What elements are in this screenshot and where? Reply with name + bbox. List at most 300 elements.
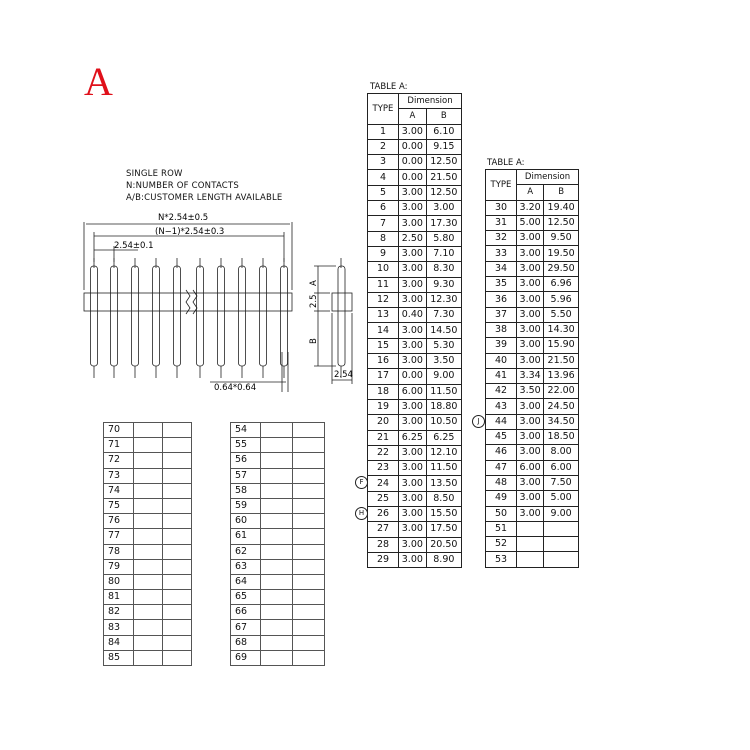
cell-a: 5.00: [517, 215, 544, 230]
cell-b: 8.00: [544, 445, 579, 460]
side-body-label: 2.5: [309, 294, 319, 308]
cell-b: 7.50: [544, 475, 579, 490]
table-row: [486, 277, 579, 292]
table-row: [486, 215, 579, 230]
cell-empty: [261, 423, 293, 438]
table-row: [368, 292, 462, 307]
cell-type: 64: [231, 574, 261, 589]
cell-empty: [261, 483, 293, 498]
table-row: [368, 262, 462, 277]
table-row: [486, 292, 579, 307]
cell-empty: [293, 574, 325, 589]
table-row: [486, 552, 579, 567]
table-row: [368, 476, 462, 491]
marker-j: J: [472, 415, 485, 428]
cell-type: 56: [231, 453, 261, 468]
cell-b: 5.30: [426, 338, 461, 353]
table-row: [231, 605, 325, 620]
table-row: [368, 246, 462, 261]
cell-empty: [162, 423, 191, 438]
table-row: [104, 590, 192, 605]
pitch-dim-text: 2.54±0.1: [114, 241, 154, 251]
cell-type: 81: [104, 590, 134, 605]
cell-type: 22: [368, 445, 399, 460]
table-row: [368, 399, 462, 414]
cell-empty: [293, 514, 325, 529]
cell-type: 32: [486, 231, 517, 246]
cell-a: 3.00: [517, 307, 544, 322]
cell-b: 12.10: [426, 445, 461, 460]
marker-h: H: [355, 507, 368, 520]
cell-a: 3.00: [517, 445, 544, 460]
cell-empty: [261, 438, 293, 453]
cell-empty: [162, 438, 191, 453]
cell-b: 13.96: [544, 368, 579, 383]
table-row: [486, 475, 579, 490]
table-row: [368, 445, 462, 460]
cell-type: 3: [368, 155, 399, 170]
cell-empty: [133, 423, 162, 438]
cell-empty: [133, 483, 162, 498]
cell-type: 16: [368, 354, 399, 369]
table-row: [231, 544, 325, 559]
cell-b: 18.80: [426, 399, 461, 414]
cell-type: 55: [231, 438, 261, 453]
cell-type: 36: [486, 292, 517, 307]
cell-empty: [133, 620, 162, 635]
cell-a: [517, 521, 544, 536]
table-row: [104, 605, 192, 620]
cell-a: 3.00: [399, 201, 427, 216]
cell-empty: [261, 468, 293, 483]
cell-b: [544, 537, 579, 552]
cell-type: 58: [231, 483, 261, 498]
table-row: [368, 491, 462, 506]
cell-type: 37: [486, 307, 517, 322]
blank-table-left: [103, 422, 192, 666]
table-row: [231, 635, 325, 650]
break-mark: [186, 290, 190, 314]
cell-b: 6.25: [426, 430, 461, 445]
marker-f: F: [355, 476, 368, 489]
cell-b: 13.50: [426, 476, 461, 491]
table-row: [368, 323, 462, 338]
table-row: [231, 438, 325, 453]
cell-empty: [261, 559, 293, 574]
cell-empty: [133, 544, 162, 559]
cell-empty: [261, 605, 293, 620]
cell-type: 33: [486, 246, 517, 261]
cell-type: 21: [368, 430, 399, 445]
cell-b: 29.50: [544, 261, 579, 276]
cell-b: 9.00: [426, 369, 461, 384]
cell-type: 25: [368, 491, 399, 506]
table-a-left: [367, 93, 462, 568]
cell-type: 28: [368, 537, 399, 552]
cell-type: 13: [368, 308, 399, 323]
cell-type: 17: [368, 369, 399, 384]
cell-type: 5: [368, 185, 399, 200]
cell-type: 73: [104, 468, 134, 483]
cell-empty: [261, 635, 293, 650]
side-body: [332, 293, 352, 311]
cell-type: 27: [368, 522, 399, 537]
cell-a: 3.00: [399, 323, 427, 338]
cell-type: 47: [486, 460, 517, 475]
cell-a: 3.00: [399, 461, 427, 476]
table-row: [104, 514, 192, 529]
cell-type: 30: [486, 200, 517, 215]
cell-type: 19: [368, 399, 399, 414]
cell-type: 4: [368, 170, 399, 185]
cell-type: 44: [486, 414, 517, 429]
header-a: A: [517, 185, 544, 200]
cell-a: 3.00: [517, 246, 544, 261]
cell-type: 74: [104, 483, 134, 498]
cell-b: 12.50: [426, 185, 461, 200]
cell-empty: [293, 423, 325, 438]
cell-a: 3.50: [517, 384, 544, 399]
cell-b: 15.50: [426, 507, 461, 522]
cell-a: 3.00: [517, 353, 544, 368]
cell-a: 0.40: [399, 308, 427, 323]
cell-empty: [162, 590, 191, 605]
table-row: [231, 483, 325, 498]
cell-type: 39: [486, 338, 517, 353]
table-row: [104, 529, 192, 544]
cell-type: 42: [486, 384, 517, 399]
cell-a: 0.00: [399, 369, 427, 384]
table-row: [368, 201, 462, 216]
cell-empty: [133, 468, 162, 483]
note-line: A/B:CUSTOMER LENGTH AVAILABLE: [126, 193, 283, 203]
header-type: TYPE: [368, 94, 399, 125]
table-row: [368, 461, 462, 476]
cell-b: [544, 521, 579, 536]
table-row: [104, 574, 192, 589]
cell-empty: [162, 574, 191, 589]
cell-type: 35: [486, 277, 517, 292]
cell-type: 6: [368, 201, 399, 216]
cell-type: 10: [368, 262, 399, 277]
cell-a: 3.00: [399, 292, 427, 307]
cell-type: 2: [368, 139, 399, 154]
table-row: [368, 277, 462, 292]
cell-type: 11: [368, 277, 399, 292]
cell-a: 6.25: [399, 430, 427, 445]
cell-b: 11.50: [426, 461, 461, 476]
section-letter: A: [84, 59, 113, 104]
cell-b: 14.50: [426, 323, 461, 338]
cell-a: 3.00: [399, 277, 427, 292]
cell-empty: [261, 544, 293, 559]
cell-b: 15.90: [544, 338, 579, 353]
cell-b: 17.50: [426, 522, 461, 537]
cell-type: 40: [486, 353, 517, 368]
cell-b: 12.50: [544, 215, 579, 230]
cell-a: 3.00: [399, 216, 427, 231]
cell-empty: [162, 544, 191, 559]
cell-empty: [261, 529, 293, 544]
table-row: [104, 635, 192, 650]
cell-a: 3.00: [399, 185, 427, 200]
cell-a: 3.00: [399, 445, 427, 460]
cell-a: 0.00: [399, 170, 427, 185]
table-row: [368, 139, 462, 154]
table-row: [486, 399, 579, 414]
header-body: [84, 293, 292, 311]
cell-type: 79: [104, 559, 134, 574]
cell-empty: [293, 605, 325, 620]
cell-type: 20: [368, 415, 399, 430]
cell-b: 5.96: [544, 292, 579, 307]
table-row: [368, 124, 462, 139]
cell-type: 14: [368, 323, 399, 338]
cell-a: 3.00: [399, 124, 427, 139]
cell-b: 17.30: [426, 216, 461, 231]
cell-type: 49: [486, 491, 517, 506]
table-a-right: [485, 169, 579, 568]
header-dimension: Dimension: [517, 170, 579, 185]
table-row: [368, 415, 462, 430]
cell-a: 2.50: [399, 231, 427, 246]
cell-b: 3.00: [426, 201, 461, 216]
cell-b: 8.90: [426, 552, 461, 567]
table-a-left-body: [368, 124, 462, 568]
cell-type: 8: [368, 231, 399, 246]
table-row: [231, 620, 325, 635]
cell-b: 7.30: [426, 308, 461, 323]
cell-empty: [293, 529, 325, 544]
table-a-title: TABLE A:: [487, 158, 525, 168]
cell-a: 0.00: [399, 139, 427, 154]
cell-a: 3.00: [517, 231, 544, 246]
cell-b: 9.30: [426, 277, 461, 292]
cell-a: 6.00: [517, 460, 544, 475]
cell-b: 19.50: [544, 246, 579, 261]
cell-type: 71: [104, 438, 134, 453]
cell-empty: [133, 529, 162, 544]
cell-type: 29: [368, 552, 399, 567]
cell-type: 24: [368, 476, 399, 491]
blank-table-mid: [230, 422, 325, 666]
cell-empty: [293, 590, 325, 605]
cell-empty: [133, 605, 162, 620]
cell-type: 80: [104, 574, 134, 589]
cell-type: 48: [486, 475, 517, 490]
table-row: [368, 308, 462, 323]
cell-b: 24.50: [544, 399, 579, 414]
cell-b: 7.10: [426, 246, 461, 261]
table-row: [368, 170, 462, 185]
cell-type: 34: [486, 261, 517, 276]
side-width-label: 2.54: [334, 370, 353, 380]
table-row: [104, 483, 192, 498]
table-row: [486, 322, 579, 337]
cell-type: 59: [231, 498, 261, 513]
cell-a: 3.00: [399, 415, 427, 430]
cell-empty: [293, 468, 325, 483]
cell-type: 31: [486, 215, 517, 230]
table-row: [104, 438, 192, 453]
cell-b: 19.40: [544, 200, 579, 215]
cell-empty: [261, 620, 293, 635]
table-row: [486, 231, 579, 246]
cell-type: 50: [486, 506, 517, 521]
cell-a: 3.00: [517, 399, 544, 414]
cell-empty: [133, 438, 162, 453]
pin: [260, 266, 267, 366]
side-pin: [338, 266, 345, 366]
cell-type: 26: [368, 507, 399, 522]
cell-empty: [162, 650, 191, 665]
pin: [281, 266, 288, 366]
cell-a: 3.00: [517, 475, 544, 490]
cell-empty: [261, 514, 293, 529]
cell-type: 54: [231, 423, 261, 438]
table-row: [368, 231, 462, 246]
cell-b: 12.30: [426, 292, 461, 307]
cell-b: 6.96: [544, 277, 579, 292]
table-row: [104, 423, 192, 438]
table-row: [486, 506, 579, 521]
table-row: [486, 491, 579, 506]
pin: [153, 266, 160, 366]
cell-a: 3.00: [399, 246, 427, 261]
table-row: [368, 338, 462, 353]
cell-type: 69: [231, 650, 261, 665]
note-line: N:NUMBER OF CONTACTS: [126, 181, 239, 191]
cell-a: 3.00: [517, 506, 544, 521]
cell-type: 9: [368, 246, 399, 261]
table-row: [486, 307, 579, 322]
cell-empty: [162, 559, 191, 574]
table-row: [231, 498, 325, 513]
cell-empty: [162, 514, 191, 529]
table-row: [368, 216, 462, 231]
cell-type: 82: [104, 605, 134, 620]
table-row: [231, 468, 325, 483]
note-line: SINGLE ROW: [126, 169, 183, 179]
cell-a: 3.00: [399, 338, 427, 353]
cell-empty: [133, 650, 162, 665]
cell-b: 14.30: [544, 322, 579, 337]
cell-empty: [293, 544, 325, 559]
table-row: [368, 552, 462, 567]
side-a-label: A: [309, 280, 319, 286]
cell-b: 8.30: [426, 262, 461, 277]
table-row: [486, 261, 579, 276]
cell-a: 3.00: [399, 522, 427, 537]
table-row: [231, 453, 325, 468]
cell-type: 57: [231, 468, 261, 483]
cell-type: 63: [231, 559, 261, 574]
cell-a: 6.00: [399, 384, 427, 399]
cell-empty: [293, 650, 325, 665]
cell-empty: [162, 605, 191, 620]
cell-empty: [261, 590, 293, 605]
cell-empty: [133, 635, 162, 650]
cell-b: 5.80: [426, 231, 461, 246]
cell-empty: [133, 574, 162, 589]
cell-empty: [133, 453, 162, 468]
table-row: [104, 498, 192, 513]
table-row: [231, 559, 325, 574]
cell-b: [544, 552, 579, 567]
cell-a: 3.00: [517, 292, 544, 307]
cell-empty: [293, 635, 325, 650]
cell-a: 3.20: [517, 200, 544, 215]
cell-type: 18: [368, 384, 399, 399]
cell-empty: [261, 498, 293, 513]
cell-type: 61: [231, 529, 261, 544]
cell-type: 1: [368, 124, 399, 139]
table-row: [368, 354, 462, 369]
cell-type: 62: [231, 544, 261, 559]
table-row: [231, 590, 325, 605]
cell-a: 3.00: [517, 261, 544, 276]
table-row: [486, 445, 579, 460]
cell-type: 83: [104, 620, 134, 635]
cell-b: 21.50: [544, 353, 579, 368]
table-row: [486, 460, 579, 475]
cell-a: [517, 552, 544, 567]
table-row: [368, 384, 462, 399]
cell-empty: [293, 620, 325, 635]
table-row: [486, 521, 579, 536]
pin: [218, 266, 225, 366]
table-row: [368, 155, 462, 170]
cell-b: 9.50: [544, 231, 579, 246]
cell-empty: [133, 514, 162, 529]
cell-type: 53: [486, 552, 517, 567]
table-row: [486, 200, 579, 215]
cell-empty: [133, 498, 162, 513]
table-row: [486, 537, 579, 552]
cell-b: 34.50: [544, 414, 579, 429]
cell-empty: [162, 468, 191, 483]
cell-empty: [293, 483, 325, 498]
cell-type: 46: [486, 445, 517, 460]
table-row: [231, 423, 325, 438]
cell-type: 23: [368, 461, 399, 476]
pin: [174, 266, 181, 366]
cell-type: 45: [486, 430, 517, 445]
cell-empty: [293, 498, 325, 513]
table-row: [486, 384, 579, 399]
cell-type: 66: [231, 605, 261, 620]
cell-type: 41: [486, 368, 517, 383]
table-row: [231, 514, 325, 529]
cell-type: 15: [368, 338, 399, 353]
cell-b: 11.50: [426, 384, 461, 399]
header-b: B: [426, 109, 461, 124]
cell-a: 3.00: [517, 322, 544, 337]
cell-a: 3.00: [517, 414, 544, 429]
table-a-right-body: [486, 200, 579, 567]
cell-empty: [133, 559, 162, 574]
table-row: [104, 468, 192, 483]
cell-a: [517, 537, 544, 552]
table-row: [231, 574, 325, 589]
cell-type: 75: [104, 498, 134, 513]
side-view: [314, 258, 352, 384]
cell-empty: [293, 438, 325, 453]
table-a-title: TABLE A:: [370, 82, 408, 92]
cell-type: 65: [231, 590, 261, 605]
cell-empty: [133, 590, 162, 605]
cell-b: 10.50: [426, 415, 461, 430]
